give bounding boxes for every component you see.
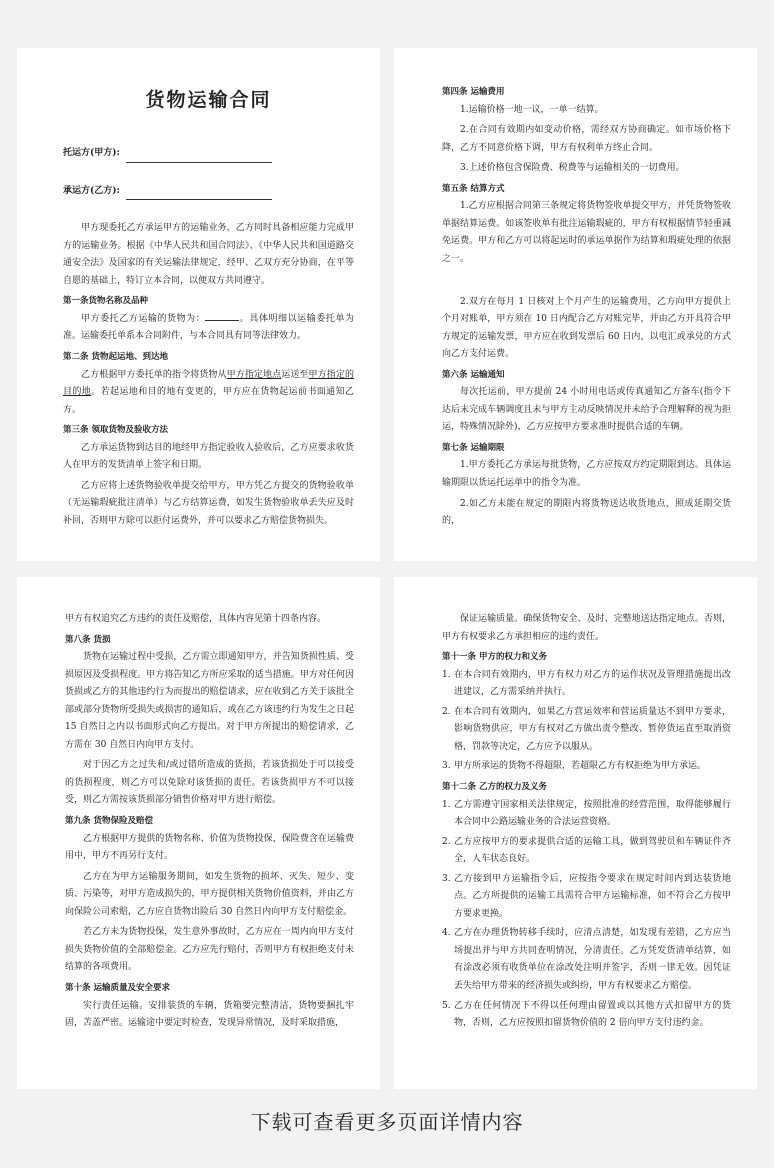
article-1-paragraph bbox=[63, 311, 354, 346]
list-item-number: 1. bbox=[442, 669, 451, 680]
article-10-heading: 第十条 运输质量及安全要求 bbox=[65, 982, 170, 993]
article-4-paragraph-1: 1.运输价格一地一议，一单一结算。 bbox=[460, 104, 604, 115]
article-11-list bbox=[442, 667, 731, 776]
list-item bbox=[442, 925, 731, 995]
document-page-3 bbox=[17, 577, 380, 1089]
article-2-paragraph bbox=[63, 367, 354, 420]
article-3-paragraph-2: 乙方应将上述货物验收单提交给甲方，甲方凭乙方提交的货物验收单（无运输瑕疵批注清单）与乙方结算运费，如发生货物验收单丢失应及时补回，否则甲方除可以拒付运费外，并可以要求乙方赔偿货物损失。 bbox=[63, 480, 354, 526]
list-item-text: 乙方接到甲方运输指令后，应按指令要求在规定时间内到达装货地点。乙方所提供的运输工具需符合甲方运输标准，如不符合乙方按甲方要求更换。 bbox=[454, 873, 731, 919]
article-8-heading: 第八条 货损 bbox=[65, 634, 111, 645]
article-6-heading: 第六条 运输通知 bbox=[442, 369, 505, 380]
list-item bbox=[442, 871, 731, 924]
article-8-paragraph-1: 货物在运输过程中受损，乙方需立即通知甲方，并告知货损性质、受损原因及受损程度。甲方将告知乙方所应采取的适当措施。甲方对任何因货损或乙方的其他违约行为而提出的赔偿请求，应在收到乙方关于该批全部或部分货物所受损失或损害的通知后，或在乙方该违约行为发生之日起 15 自然日之内以书面形式向乙方提出。对于甲方所提出的赔偿请求，乙方需在 30 自然日内向甲方支付。 bbox=[65, 652, 354, 750]
continued-paragraph: 保证运输质量。确保货物安全、及时、完整地送达指定地点。否则，甲方有权要求乙方承担相应的违约责任。 bbox=[442, 614, 731, 642]
list-item-number: 1. bbox=[442, 799, 451, 810]
party-a-label: 托运方(甲方): bbox=[63, 148, 120, 159]
article-5-paragraph-1: 1.乙方应根据合同第三条规定将货物签收单提交甲方，并凭货物签收单据结算运费。如该签收单有批注运输瑕疵的，甲方有权根据情节轻重减免运费。甲方和乙方可以将起运时的承运单据作为结算和瑕疵处理的依据之一。 bbox=[442, 201, 731, 264]
list-item-number: 2. bbox=[442, 706, 451, 717]
continued-paragraph: 甲方有权追究乙方违约的责任及赔偿，具体内容见第十四条内容。 bbox=[65, 614, 327, 624]
article-12-list bbox=[442, 797, 731, 1033]
article-12-heading: 第十二条 乙方的权力及义务 bbox=[442, 781, 547, 792]
article-2-text-b: 运送至 bbox=[281, 369, 309, 380]
party-b-label: 承运方(乙方): bbox=[63, 185, 120, 196]
party-a-blank-line bbox=[126, 150, 272, 163]
party-b-field bbox=[63, 183, 354, 201]
list-item-text: 乙方在办理货物转移手续时，应清点清楚，如发现有差错，乙方应当场提出并与甲方共同查明情况，分清责任。乙方凭发货清单结算，如有涂改必须有收货单位在涂改处注明并签字，否则一律无效。因凭证丢失给甲方带来的经济损失或纠纷，甲方有权要求乙方赔偿。 bbox=[454, 928, 731, 991]
list-item-text: 乙方需遵守国家相关法律规定，按照批准的经营范围，取得能够履行本合同中公路运输业务的合法运营资格。 bbox=[454, 799, 731, 828]
article-2-heading: 第二条 货物起运地、到达地 bbox=[63, 351, 168, 362]
list-item-text: 乙方应按甲方的要求提供合适的运输工具，做到驾驶员和车辆证件齐全，人车状态良好。 bbox=[454, 836, 731, 865]
download-more-caption[interactable]: 下载可查看更多页面详情内容 bbox=[250, 1110, 524, 1134]
article-9-paragraph-3: 若乙方未为货物投保，发生意外事故时，乙方应在一周内向甲方支付损失货物价值的全部赔偿金。乙方应先行赔付，否则甲方有权拒绝支付未结算的各项费用。 bbox=[65, 927, 354, 973]
list-item bbox=[442, 998, 731, 1033]
list-item-text: 乙方在任何情况下不得以任何理由留置或以其他方式扣留甲方的货物，否则，乙方应按照扣留货物价值的 2 倍向甲方支付违约金。 bbox=[454, 1000, 731, 1029]
list-item-number: 4. bbox=[442, 928, 451, 939]
article-7-heading: 第七条 运输期限 bbox=[442, 442, 505, 453]
article-2-underline-destination: 甲方指定的目的地 bbox=[63, 369, 354, 398]
list-item bbox=[442, 704, 731, 757]
article-2-text-c: 。若起运地和目的地有变更的，甲方应在货物起运前书面通知乙方。 bbox=[63, 387, 354, 415]
document-page-2 bbox=[394, 48, 757, 561]
list-item bbox=[442, 758, 731, 776]
list-item bbox=[442, 667, 731, 702]
contract-title: 货物运输合同 bbox=[145, 89, 272, 111]
article-3-paragraph-1: 乙方承运货物到达目的地经甲方指定验收人验收后，乙方应要求收货人在甲方的发货清单上签字和日期。 bbox=[63, 442, 354, 471]
article-5-heading: 第五条 结算方式 bbox=[442, 183, 505, 194]
document-page-4 bbox=[394, 577, 757, 1089]
list-item-number: 2. bbox=[442, 836, 451, 847]
list-item bbox=[442, 797, 731, 832]
paragraph-gap bbox=[442, 272, 731, 294]
list-item-text: 在本合同有效期内，甲方有权力对乙方的运作状况及管理措施提出改进建议，乙方需采纳并执行。 bbox=[454, 669, 731, 698]
article-10-paragraph-1: 实行责任运输。安排装货的车辆，货箱要完整清洁，货物要捆扎牢固，苫盖严密。运输途中要定时检查，发现异常情况，及时采取措施， bbox=[65, 1000, 354, 1029]
article-1-text-b: 。具体明细以运输委托单为准。运输委托单系本合同附件，与本合同具有同等法律效力。 bbox=[63, 313, 354, 342]
list-item-text: 在本合同有效期内，如果乙方营运效率和营运质量达不到甲方要求，影响货物供应，甲方有权对乙方做出责令整改、暂停货运直至取消资格，罚款等决定，乙方应予以服从。 bbox=[454, 706, 731, 752]
intro-paragraph: 甲方现委托乙方承运甲方的运输业务，乙方同时具备相应能力完成甲方的运输业务。根据《中华人民共和国合同法》、《中华人民共和国道路交通安全法》及国家的有关运输法律规定，经甲、乙双方充分协商，在平等自愿的基础上，特订立本合同，以便双方共同遵守。 bbox=[63, 223, 354, 286]
goods-name-blank bbox=[205, 311, 239, 321]
article-9-heading: 第九条 货物保险及赔偿 bbox=[65, 816, 153, 827]
article-9-paragraph-2: 乙方在为甲方运输服务期间，如发生货物的损坏、灭失、短少、变质、污染等，对甲方造成损失的，甲方提供相关货物价值资料，并由乙方向保险公司索赔，乙方应自货物出险后 30 自然日内向甲方支付赔偿金。 bbox=[65, 871, 354, 917]
article-2-text-a: 乙方根据甲方委托单的指令将货物从 bbox=[81, 369, 227, 380]
article-9-paragraph-1: 乙方根据甲方提供的货物名称、价值为货物投保，保险费含在运输费用中，甲方不再另行支付。 bbox=[65, 833, 354, 862]
list-item-number: 5. bbox=[442, 1000, 451, 1011]
article-8-paragraph-2: 对于因乙方之过失和/或过错所造成的货损，若该货损处于可以接受的货损程度，则乙方可以免除对该货损的责任。若该货损甲方不可以接受，则乙方需按该货损部分销售价格对甲方进行赔偿。 bbox=[65, 760, 354, 806]
article-1-text-a: 甲方委托乙方运输的货物为： bbox=[81, 313, 206, 324]
article-7-paragraph-2: 2.如乙方未能在规定的期限内将货物送达收货地点，照成延期交货的， bbox=[442, 498, 731, 527]
document-page-1 bbox=[17, 48, 380, 561]
list-item-text: 甲方所承运的货物不得超限，若超限乙方有权拒绝为甲方承运。 bbox=[454, 761, 707, 772]
article-1-heading: 第一条货物名称及品种 bbox=[63, 296, 149, 307]
article-3-heading: 第三条 领取货物及验收方法 bbox=[63, 425, 168, 436]
article-11-heading: 第十一条 甲方的权力和义务 bbox=[442, 652, 547, 663]
article-6-paragraph-1: 每次托运前，甲方提前 24 小时用电话或传真通知乙方备车(指令下达后未完成车辆调度且未与甲方主动反映情况并未给予合理解释的视为拒运，特殊情况除外)，乙方应按甲方要求准时提供合适的车辆。 bbox=[442, 387, 731, 433]
article-4-paragraph-2: 2.在合同有效期内如变动价格，需经双方协商确定。如市场价格下降，乙方不同意价格下调，甲方有权利单方终止合同。 bbox=[442, 125, 731, 153]
list-item-number: 3. bbox=[442, 873, 451, 884]
article-5-paragraph-2: 2.双方在每月 1 日核对上个月产生的运输费用，乙方向甲方提供上个月对账单，甲方须在 10 日内配合乙方对账完毕，并由乙方开具符合甲方规定的运输发票，甲方应在收到发票后 60 日内，以电汇或承兑的方式向乙方支付运费。 bbox=[442, 296, 731, 360]
party-a-field bbox=[63, 145, 354, 163]
article-2-underline-origin: 甲方指定地点 bbox=[226, 369, 282, 380]
list-item bbox=[442, 834, 731, 869]
article-4-paragraph-3: 3.上述价格包含保险费、税费等与运输相关的一切费用。 bbox=[460, 163, 685, 174]
list-item-number: 3. bbox=[442, 761, 451, 772]
article-4-heading: 第四条 运输费用 bbox=[442, 87, 505, 97]
article-7-paragraph-1: 1.甲方委托乙方承运每批货物，乙方应按双方约定期限到达。具体运输期限以货运托运单中的指令为准。 bbox=[442, 460, 731, 488]
party-b-blank-line bbox=[126, 187, 272, 200]
